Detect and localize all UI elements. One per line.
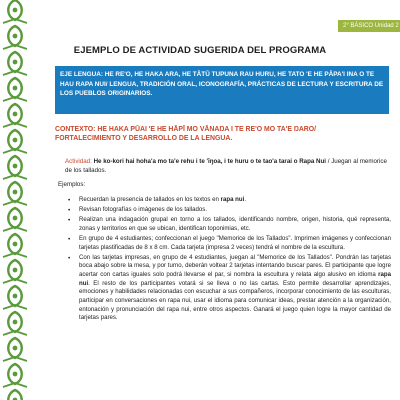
bullet-icon: • [68,254,71,262]
border-dot [13,164,18,169]
activity-label: Actividad: [65,158,92,165]
bullet-icon: • [68,217,71,225]
border-dot [13,294,18,299]
activity-text-spanish: / Juegan al memorice de los tallados. [65,158,387,174]
border-dot [13,138,18,143]
border-dot [13,216,18,221]
border-dot [13,268,18,273]
bullet-icon: • [68,236,71,244]
border-dot [13,320,18,325]
border-dot [13,60,18,65]
border-dot [13,190,18,195]
bullet-icon: • [68,197,71,204]
grade-unit-badge: 2° BÁSICO Unidad 2 [338,20,400,32]
border-dot [13,372,18,377]
border-dot [13,8,18,13]
list-item: • Recuerdan la presencia de tallados en los textos en rapa nui. [68,196,247,204]
examples-list [66,196,391,324]
list-item: • En grupo de 4 estudiantes; confeccionan el juego "Memorice de los Tallados". Imprimen imágenes y confeccionan tarjetas plastificadas de 8 x 8 cm. Cada tarjeta (impresa 2 veces) tendrá el nombre de la escultura. [68,235,391,251]
bullet-icon: • [68,207,71,215]
contexto-heading: CONTEXTO: HE HAKA PŪAI 'E HE HĀPĪ MO VĀNAŊA I TE RE'O MO TA'E ŊARO/ FORTALECIMIENTO Y DESARROLLO DE LA LENGUA. [55,126,317,143]
decorative-border [0,0,30,400]
lengua-axis-box: EJE LENGUA: HE RE'O, HE HAKA ARA, HE TĀTŪ TUPUNA RAU HURU, HE TATO 'E HE PĀPA'I INA O TE HAU RAPA NUI/ LENGUA, TRADICIÓN ORAL, ICONOGRAFÍA, PRÁCTICAS DE LECTURA Y ESCRITURA DE LOS PUEBLOS ORIGINARIOS. [55,66,389,114]
list-item: • Con las tarjetas impresas, en grupo de 4 estudiantes, juegan al "Memorice de los Tallados". Pondrán las tarjetas boca abajo sobre la mesa, y por turno, deberán voltear 2 tarjetas intentando buscar pares. El participante que logre acertar con cartas iguales solo podrá llevarse el par, si nombra la escultura y relata algo alusivo en idioma rapa nui. El resto de los participantes votará si se lleva o no las cartas. Esto permite desarrollar aprendizajes, emociones y habilidades relacionadas con escuchar a sus compañeros, incorporar conocimiento de las esculturas, participar en conversaciones en rapa nui, usar el idioma para comunicar ideas, prestar atención a la organización, entonación y pronunciación del rapa nui, entre otros aspectos. Ganará el juego quien logre la mayor cantidad de tarjetas pares. [68,253,391,322]
border-dot [13,346,18,351]
border-dot [13,34,18,39]
activity-description [65,158,387,175]
border-dot [13,86,18,91]
border-dot [13,112,18,117]
activity-text-rapanui: He ko-kori hai hoha'a mo ta'e rehu i te 'īŋoa, i te huru o te tao'a tarai o Rapa Nui [93,158,327,165]
examples-label: Ejemplos: [58,181,86,188]
list-item: • Realizan una indagación grupal en torno a los tallados, identificando nombre, origen, historia, qué representa, zonas y territorios en que se ubican, identifican toponimias, etc. [68,216,391,232]
page-title: EJEMPLO DE ACTIVIDAD SUGERIDA DEL PROGRAMA [73,45,327,56]
border-dot [13,242,18,247]
decorative-pattern [0,0,30,400]
list-item: • Revisan fotografías o imágenes de los tallados. [68,206,208,215]
